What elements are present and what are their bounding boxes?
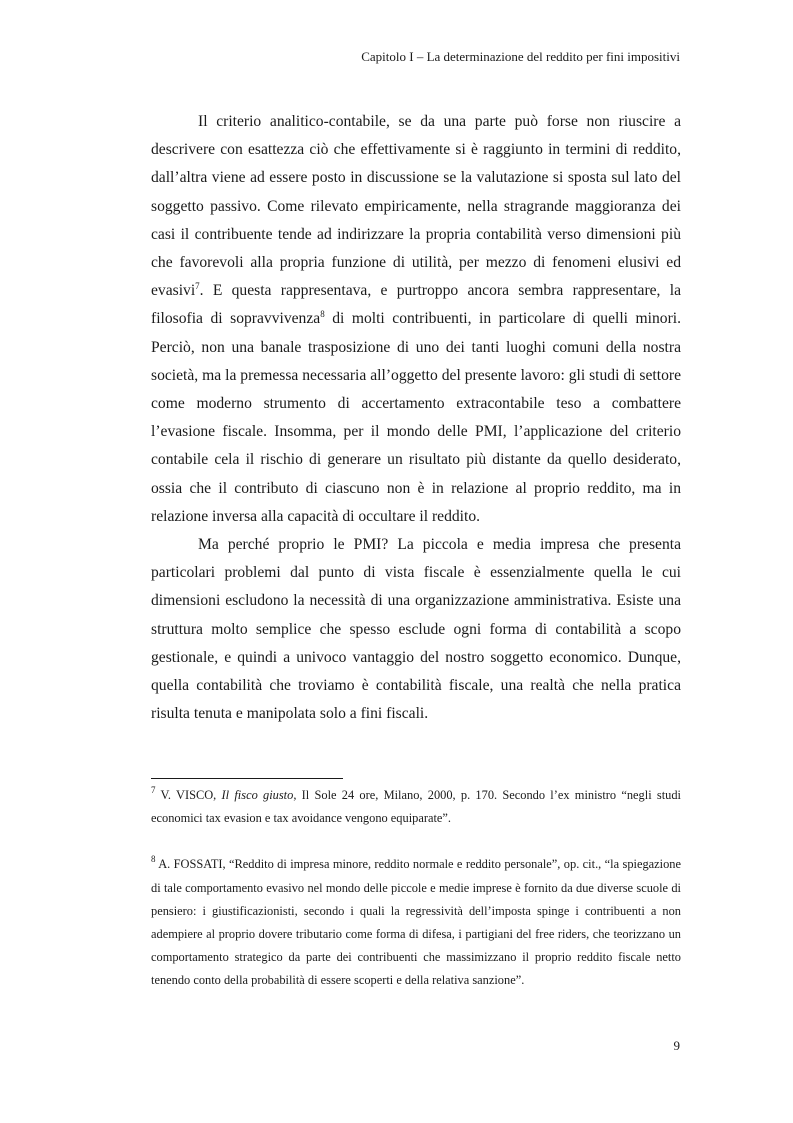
footnote-7 <box>151 784 681 830</box>
paragraph: Ma perché proprio le PMI? La piccola e media impresa che presenta particolari problemi dal punto di vista fiscale è essenzialmente quella le cui dimensioni escludono la necessità di una organizzazione amministrativa. Esiste una struttura molto semplice che spesso esclude ogni forma di contabilità a scopo gestionale, e quindi a univoco vantaggio del nostro soggetto economico. Dunque, quella contabilità che troviamo è contabilità fiscale, una realtà che nella pratica risulta tenuta e manipolata solo a fini fiscali. <box>151 536 681 723</box>
footnote-number: 8 <box>151 854 156 865</box>
paragraph-text: . E questa rappresentava, e purtroppo ancora sembra rappresentare, la filosofia di sopravvivenza <box>151 282 681 328</box>
footnote-text: V. VISCO, <box>155 788 222 802</box>
paragraph-text: Il criterio analitico-contabile, se da una parte può forse non riuscire a descrivere con esattezza ciò che effettivamente si è raggiunto in termini di reddito, dall’altra viene ad essere posto in discussione se la valutazione si sposta sul lato del soggetto passivo. Come rilevato empiricamente, nella stragrande maggioranza dei casi il contribuente tende ad indirizzare la propria contabilità verso dimensioni più che favorevoli alla propria funzione di utilità, per mezzo di fenomeni elusivi ed evasivi <box>151 113 681 300</box>
footnote-8 <box>151 853 681 992</box>
footnotes <box>151 784 681 993</box>
footnote-number: 7 <box>151 785 156 795</box>
footnote-separator <box>151 778 343 779</box>
footnote-text: A. FOSSATI, “Reddito di impresa minore, reddito normale e reddito personale”, op. cit., “la spiegazione di tale comportamento evasivo nel mondo delle piccole e medie imprese è fornito da due diverse scuole di pensiero: i giustificazionisti, secondo i quali la regressività dell’imposta spinge i contribuenti a non adempiere al proprio dovere tributario come forma di difesa, i partigiani del free riders, che teorizzano un comportamento strategico da parte dei contribuenti che massimizzano il proprio reddito fiscale netto tenendo conto della probabilità di essere scoperti e della relativa sanzione”. <box>151 857 681 988</box>
footnote-text: , Il Sole 24 ore, Milano, 2000, p. 170. Secondo l’ex ministro “negli studi economici tax evasion e tax avoidance vengono equiparate”. <box>151 788 681 826</box>
body-text <box>151 108 681 728</box>
running-header: Capitolo I – La determinazione del reddito per fini impositivi <box>361 49 680 64</box>
paragraph-text: di molti contribuenti, in particolare di quelli minori. Perciò, non una banale trasposizione di uno dei tanti luoghi comuni della nostra società, ma la premessa necessaria all’oggetto del presente lavoro: gli studi di settore come moderno strumento di accertamento extracontabile teso a combattere l’evasione fiscale. Insomma, per il mondo delle PMI, l’applicazione del criterio contabile cela il rischio di generare un risultato più distante da quello desiderato, ossia che il contributo di ciascuno non è in relazione al proprio reddito, ma in relazione inversa alla capacità di occultare il reddito. <box>151 310 682 525</box>
paragraph <box>151 108 681 531</box>
footnote-ref-8[interactable]: 8 <box>320 309 325 320</box>
page-number: 9 <box>673 1038 680 1053</box>
footnote-ref-7[interactable]: 7 <box>195 281 200 292</box>
book-title: Il fisco giusto <box>221 788 294 802</box>
